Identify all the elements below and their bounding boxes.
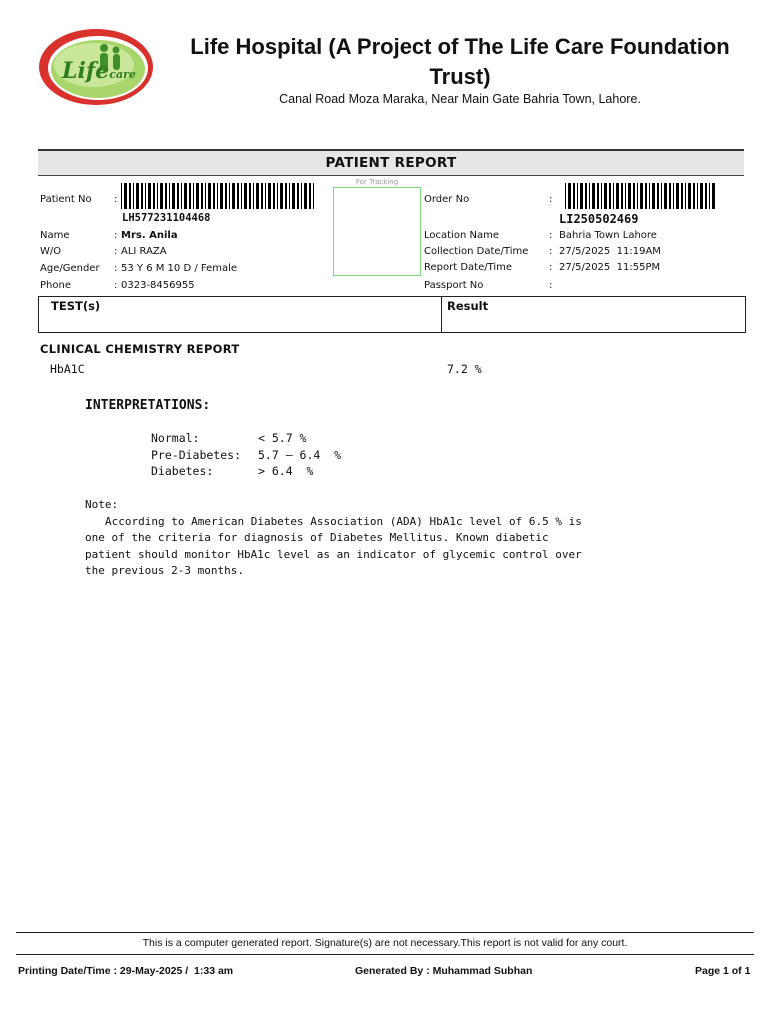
barcode-bar [565,183,566,209]
barcode-bar [685,183,686,209]
barcode-bar [148,183,151,209]
barcode-bar [165,183,167,209]
barcode-bar [697,183,698,209]
wo-value: ALI RAZA [121,246,167,257]
barcode-bar [568,183,571,209]
barcode-bar [121,183,122,209]
barcode-bar [604,183,607,209]
barcode-bar [153,183,155,209]
barcode-bar [172,183,175,209]
barcode-bar [633,183,635,209]
barcode-bar [220,183,223,209]
report-date-label: Report Date/Time [424,262,513,273]
barcode-bar [229,183,230,209]
hospital-address: Canal Road Moza Maraka, Near Main Gate Bahria Town, Lahore. [279,92,641,106]
barcode-bar [184,183,187,209]
barcode-bar [232,183,235,209]
barcode-bar [244,183,247,209]
barcode-bar [181,183,182,209]
hospital-name: Life Hospital (A Project of The Life Care Foundation Trust) [190,34,730,89]
barcode-bar [597,183,599,209]
collection-value: 27/5/2025 11:19AM [559,246,661,257]
order-barcode [565,183,715,213]
barcode-bar [157,183,158,209]
age-gender-label: Age/Gender [40,263,100,274]
interp-label-prediabetes: Pre-Diabetes: [151,448,242,462]
barcode-bar [205,183,206,209]
name-label: Name [40,230,70,241]
interp-value-prediabetes: 5.7 – 6.4 % [258,448,342,462]
interp-label-diabetes: Diabetes: [151,464,214,478]
barcode-bar [585,183,587,209]
section-title: CLINICAL CHEMISTRY REPORT [40,342,240,356]
barcode-bar [265,183,266,209]
barcode-bar [196,183,199,209]
colon: : [549,262,553,273]
barcode-bar [664,183,667,209]
footer-divider-bottom [16,954,754,955]
barcode-bar [133,183,134,209]
phone-value: 0323-8456955 [121,280,195,291]
colon: : [114,280,118,291]
note-title: Note: [85,498,119,511]
order-no-label: Order No [424,194,470,205]
note-text: According to American Diabetes Association (ADA) HbA1c level of 6.5 % is one of the criteria for diagnosis of Diabetes Mellitus. Known diabetic patient should monitor HbA1c level as an indicator of glycemic control over the previous 2-3 months. [85,514,582,577]
barcode-bar [700,183,703,209]
passport-label: Passport No [424,280,484,291]
interp-value-normal: < 5.7 % [258,431,307,445]
barcode-bar [292,183,295,209]
patient-barcode [121,183,317,213]
barcode-bar [124,183,127,209]
note-block [85,497,585,580]
barcode-bar [609,183,611,209]
barcode-bar [313,183,314,209]
tests-divider [441,297,442,332]
barcode-bar [589,183,590,209]
barcode-bar [652,183,655,209]
order-no-value: LI250502469 [559,212,639,226]
tests-table-header [38,296,746,333]
barcode-bar [297,183,299,209]
barcode-bar [301,183,302,209]
colon: : [114,194,118,205]
barcode-bar [169,183,170,209]
barcode-bar [273,183,275,209]
barcode-bar [237,183,239,209]
col-result-header: Result [447,299,489,313]
barcode-bar [249,183,251,209]
patient-name: Mrs. Anila [121,230,178,241]
barcode-bar [709,183,710,209]
barcode-bar [201,183,203,209]
colon: : [549,194,553,205]
hospital-logo [38,28,154,106]
barcode-bar [676,183,679,209]
tracking-label: For Tracking [355,178,399,186]
barcode-bar [160,183,163,209]
logo-text: Lifecare [62,58,136,84]
barcode-bar [637,183,638,209]
wo-label: W/O [40,246,62,257]
barcode-bar [601,183,602,209]
report-title: PATIENT REPORT [38,149,744,176]
barcode-bar [613,183,614,209]
col-test-header: TEST(s) [51,299,101,313]
colon: : [549,246,553,257]
tracking-box [333,187,421,276]
barcode-bar [217,183,218,209]
barcode-bar [645,183,647,209]
printing-datetime: Printing Date/Time : 29-May-2025 / 1:33 am [18,965,234,977]
colon: : [114,263,118,274]
barcode-bar [129,183,131,209]
barcode-bar [657,183,659,209]
barcode-bar [621,183,623,209]
generated-by: Generated By : Muhammad Subhan [355,965,533,977]
barcode-bar [616,183,619,209]
collection-label: Collection Date/Time [424,246,529,257]
barcode-bar [289,183,290,209]
footer-disclaimer: This is a computer generated report. Signature(s) are not necessary.This report is not valid for any court. [142,937,628,949]
barcode-bar [661,183,662,209]
barcode-bar [208,183,211,209]
test-name: HbA1C [50,362,85,376]
footer-divider-top [16,932,754,933]
barcode-bar [640,183,643,209]
barcode-bar [673,183,674,209]
colon: : [114,246,118,257]
barcode-bar [136,183,139,209]
barcode-bar [688,183,691,209]
barcode-bar [580,183,583,209]
barcode-bar [705,183,707,209]
barcode-bar [712,183,715,209]
barcode-bar [256,183,259,209]
barcode-bar [280,183,283,209]
barcode-bar [628,183,631,209]
patient-no-value: LH577231104468 [122,212,211,224]
page-number: Page 1 of 1 [695,965,751,977]
barcode-bar [261,183,263,209]
location-label: Location Name [424,230,499,241]
interp-value-diabetes: > 6.4 % [258,464,314,478]
colon: : [549,230,553,241]
barcode-bar [681,183,683,209]
colon: : [114,230,118,241]
interp-label-normal: Normal: [151,431,200,445]
barcode-bar [268,183,271,209]
barcode-bar [189,183,191,209]
barcode-bar [241,183,242,209]
colon: : [549,280,553,291]
report-date-value: 27/5/2025 11:55PM [559,262,661,273]
barcode-bar [225,183,227,209]
barcode-bar [253,183,254,209]
patient-no-label: Patient No [40,194,92,205]
barcode-bar [177,183,179,209]
barcode-bar [193,183,194,209]
interpretations-title: INTERPRETATIONS: [85,398,211,413]
phone-label: Phone [40,280,71,291]
barcode-bar [649,183,650,209]
barcode-bar [625,183,626,209]
barcode-bar [592,183,595,209]
barcode-bar [304,183,307,209]
barcode-bar [577,183,578,209]
barcode-bar [285,183,287,209]
barcode-bar [213,183,215,209]
age-gender-value: 53 Y 6 M 10 D / Female [121,263,238,274]
barcode-bar [309,183,311,209]
barcode-bar [669,183,671,209]
location-value: Bahria Town Lahore [559,230,657,241]
barcode-bar [573,183,575,209]
test-result: 7.2 % [447,362,482,376]
barcode-bar [145,183,146,209]
barcode-bar [141,183,143,209]
barcode-bar [693,183,695,209]
barcode-bar [277,183,278,209]
